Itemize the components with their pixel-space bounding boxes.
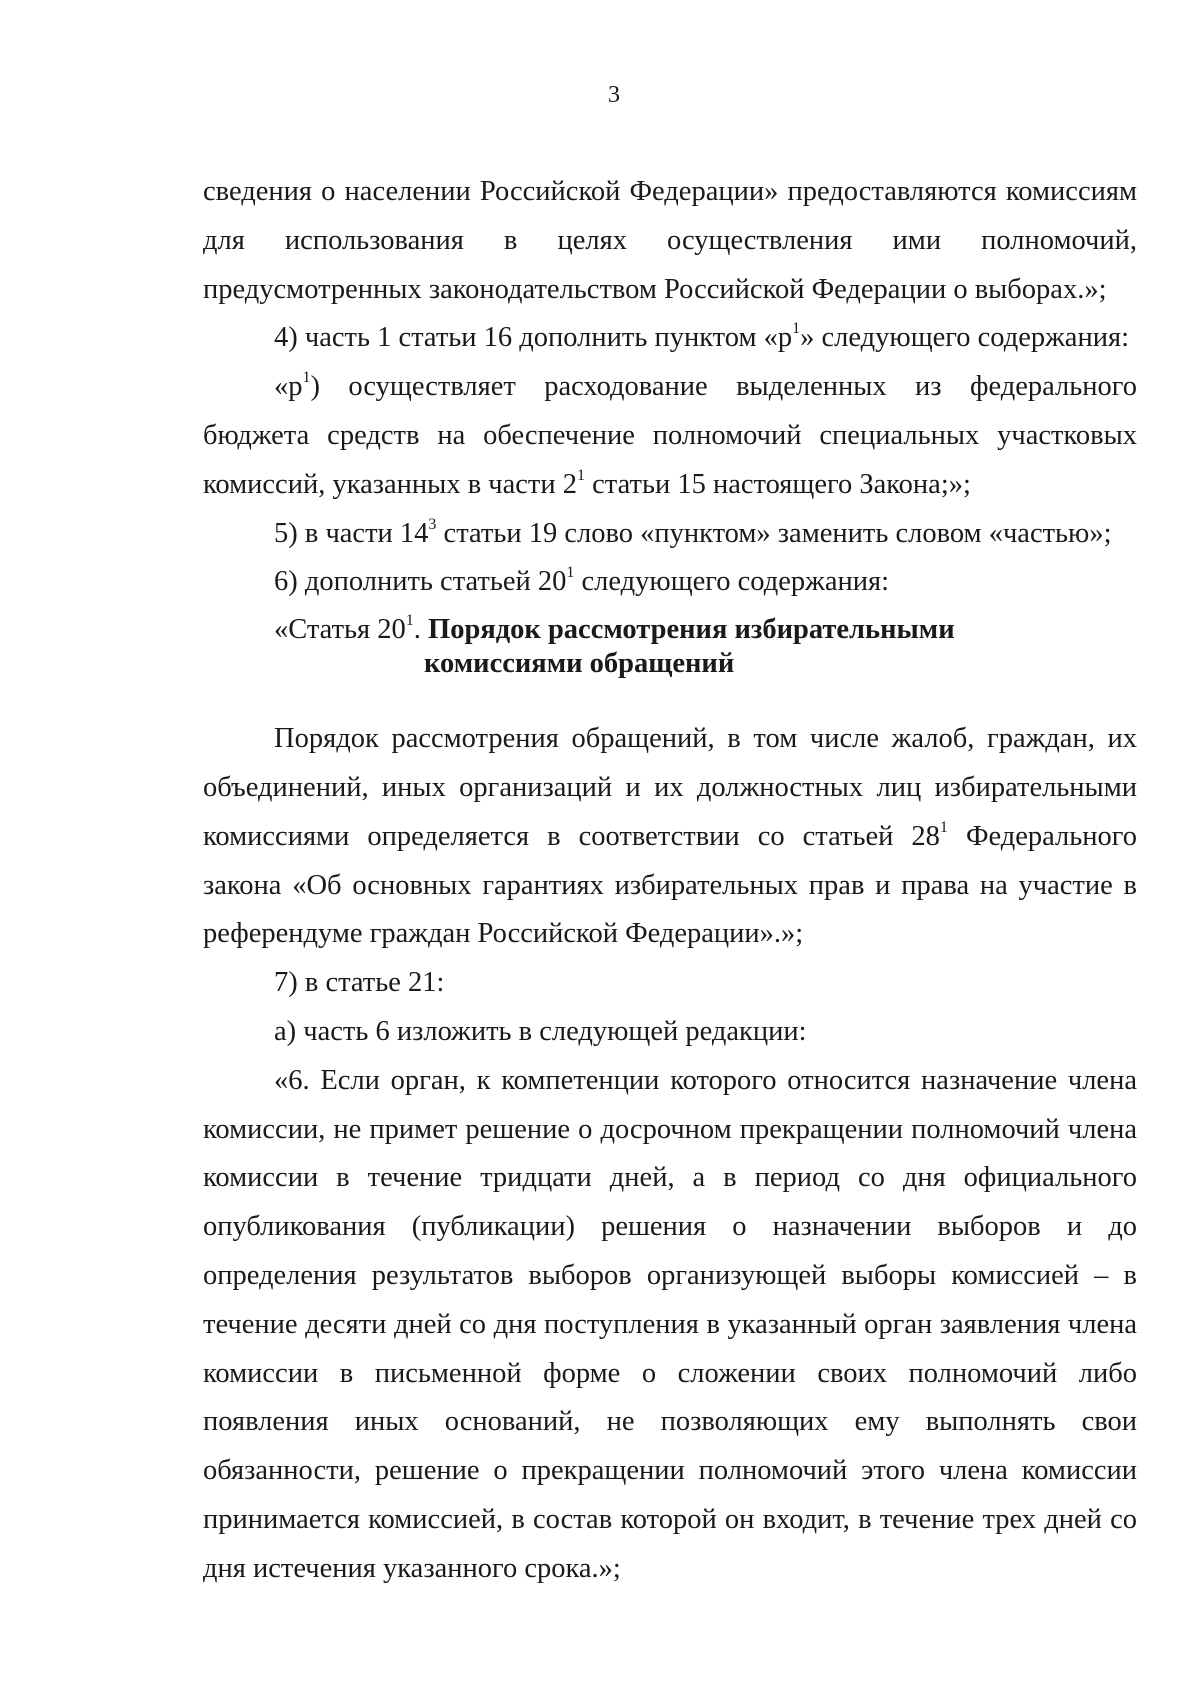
item-4-text: 4) часть 1 статьи 16 дополнить пунктом «р	[274, 322, 793, 354]
paragraph-item-7: 7) в статье 21:	[274, 967, 445, 999]
article-number: «Статья 20	[274, 614, 406, 646]
paragraph-continuation: сведения о населении Российской Федерации» предоставляются комиссиям для использования в целях осуществления ими полномочий, предусмотренных законодательством Российской Федерации о выборах.»;	[203, 176, 1137, 305]
item-4-text-end: » следующего содержания:	[800, 322, 1129, 354]
paragraph-article-body	[203, 715, 1137, 959]
paragraph-part-6: «6. Если орган, к компетенции которого относится назначение члена комиссии, не примет решение о досрочном прекращении полномочий члена комиссии в течение тридцати дней, а в период со дня официального опубликования (публикации) решения о назначении выборов и до определения результатов выборов организующей выборы комиссией – в течение десяти дней со дня поступления в указанный орган заявления члена комиссии в письменной форме о сложении своих полномочий либо появления иных оснований, не позволяющих ему выполнять свои обязанности, решение о прекращении полномочий этого члена комиссии принимается комиссией, в состав которой он входит, в течение трех дней со дня истечения указанного срока.»;	[203, 1064, 1137, 1584]
paragraph-subitem-a: а) часть 6 изложить в следующей редакции:	[274, 1015, 807, 1047]
article-heading	[203, 613, 1137, 715]
article-number-superscript: 1	[405, 612, 414, 630]
page-number: 3	[608, 82, 620, 108]
article-heading-line-1	[274, 613, 1137, 647]
item-r1-superscript: 1	[302, 369, 311, 387]
article-title-line-1: Порядок рассмотрения избирательными	[428, 614, 955, 646]
paragraph-item-6	[203, 558, 1137, 607]
paragraph-item-r1	[203, 363, 1137, 509]
article-body-text-end: Федерального закона «Об основных гарантиях избирательных прав и права на участие в референдуме граждан Российской Федерации».»;	[203, 820, 1138, 950]
item-r1-superscript-2: 1	[577, 466, 585, 484]
item-r1-text-middle: ) осуществляет расходование выделенных из федерального бюджета средств на обеспечение полномочий специальных участковых комиссий, указанных в части 2	[203, 371, 1137, 500]
item-4-superscript: 1	[792, 320, 801, 338]
item-6-superscript: 1	[566, 564, 575, 582]
article-title-line-2: комиссиями обращений	[424, 648, 735, 680]
paragraph-item-5	[203, 510, 1137, 559]
item-6-text-end: следующего содержания:	[574, 566, 890, 598]
article-body-text: Порядок рассмотрения обращений, в том числе жалоб, граждан, их объединений, иных организаций и их должностных лиц избирательными комиссиями определяется в соответствии со статьей 28	[203, 723, 1137, 852]
item-r1-text: «р	[274, 371, 303, 403]
item-5-text-end: статьи 19 слово «пунктом» заменить словом «частью»;	[436, 517, 1112, 549]
paragraph-item-4	[203, 314, 1137, 363]
article-body-superscript: 1	[939, 818, 948, 836]
item-r1-text-end: статьи 15 настоящего Закона;»;	[585, 468, 971, 500]
item-5-text: 5) в части 14	[274, 517, 429, 549]
item-5-superscript: 3	[428, 515, 437, 533]
item-6-text: 6) дополнить статьей 20	[274, 566, 567, 598]
document-body	[203, 168, 1137, 1594]
article-number-dot: .	[413, 614, 429, 646]
